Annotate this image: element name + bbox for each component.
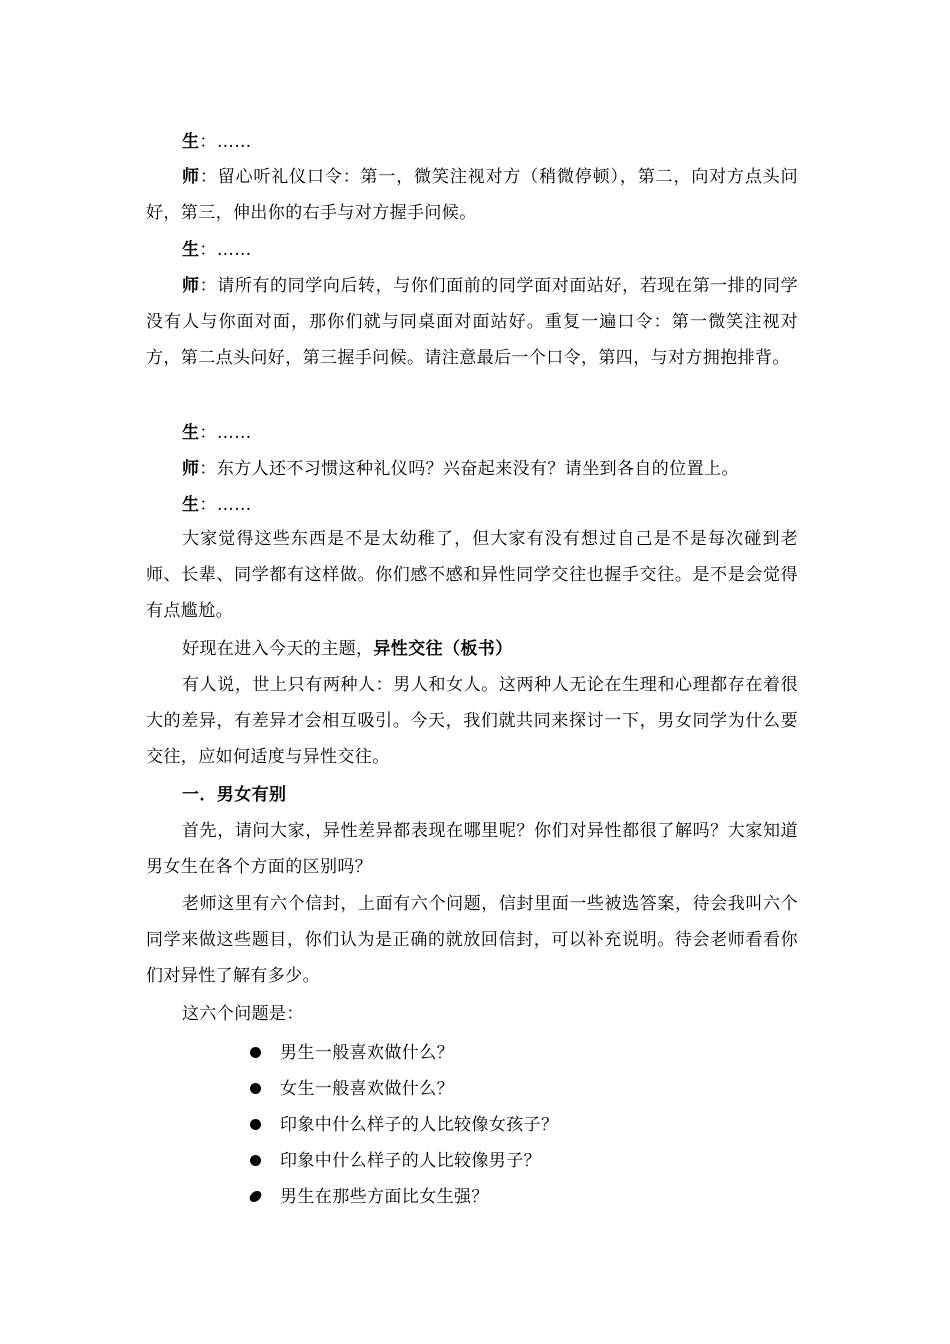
bullet-icon [250, 1083, 261, 1094]
bullet-icon [248, 1191, 263, 1202]
speaker-label: 生 [182, 423, 200, 443]
speaker-label: 生 [182, 240, 200, 260]
dialogue-text: …… [216, 132, 252, 152]
document-page: 生：…… 师：留心听礼仪口令：第一，微笑注视对方（稍微停顿），第二，向对方点头问好，第三，伸出你的右手与对方握手问候。 生：…… 师：请所有的同学向后转，与你们面前的同学面对面站好，若现在第一排的同学没有人与你面对面，那你们就与同桌面对面站好。重复一遍口令：第一微笑注视对方，第二点头问好，第三握手问候。请注意最后一个口令，第四，与对方拥抱排背。 生：…… 师：东方人还不习惯这种礼仪吗？兴奋起来没有？请坐到各自的位置上。 生：…… 大家觉得这些东西是不是太幼稚了，但大家有没有想过自己是不是每次碰到老师、长辈、同学都有这样做。你们感不感和异性同学交往也握手交往。是不是会觉得有点尴尬。 好现在进入今天的主题，异性交往（板书） 有人说，世上只有两种人：男人和女人。这两种人无论在生理和心理都存在着很大的差异，有差异才会相互吸引。今天，我们就共同来探讨一下，男女同学为什么要交往，应如何适度与异性交往。 一．男女有别 首先，请问大家，异性差异都表现在哪里呢？你们对异性都很了解吗？大家知道男女生在各个方面的区别吗？ 老师这里有六个信封，上面有六个问题，信封里面一些被选答案，待会我叫六个同学来做这些题目，你们认为是正确的就放回信封，可以补充说明。待会老师看看你们对异性了解有多少。 这六个问题是： 男生一般喜欢做什么？ 女生一般喜欢做什么？ 印象中什么样子的人比较像女孩子？ 印象中什么样子的人比较像男子？ 男生在那些方面比女生强？ [0, 0, 950, 1344]
topic-title: 异性交往（板书） [373, 639, 513, 659]
paragraph-question-intro: 首先，请问大家，异性差异都表现在哪里呢？你们对异性都很了解吗？大家知道男女生在各个方面的区别吗？ [146, 821, 798, 877]
speaker-label: 师 [182, 167, 200, 187]
bullet-icon [250, 1155, 261, 1166]
dialogue-line-teacher: 师：请所有的同学向后转，与你们面前的同学面对面站好，若现在第一排的同学没有人与你面对面，那你们就与同桌面对面站好。重复一遍口令：第一微笑注视对方，第二点头问好，第三握手问候。请注意最后一个口令，第四，与对方拥抱排背。 [146, 276, 798, 368]
bullet-icon [250, 1047, 261, 1058]
section-heading: 一．男女有别 [182, 785, 287, 805]
speaker-label: 师 [182, 459, 200, 479]
dialogue-line-student: 生：…… [182, 132, 252, 152]
paragraph-topic-intro: 好现在进入今天的主题，异性交往（板书） [182, 639, 513, 659]
paragraph-reflection: 大家觉得这些东西是不是太幼稚了，但大家有没有想过自己是不是每次碰到老师、长辈、同学都有这样做。你们感不感和异性同学交往也握手交往。是不是会觉得有点尴尬。 [146, 529, 798, 621]
dialogue-text: 留心听礼仪口令：第一，微笑注视对方（稍微停顿），第二，向对方点头问好，第三，伸出你的右手与对方握手问候。 [146, 167, 798, 223]
paragraph-six-questions: 这六个问题是： [182, 1004, 304, 1024]
speaker-label: 生 [182, 132, 200, 152]
speaker-label: 师 [182, 276, 200, 296]
paragraph-envelopes: 老师这里有六个信封，上面有六个问题，信封里面一些被选答案，待会我叫六个同学来做这些题目，你们认为是正确的就放回信封，可以补充说明。待会老师看看你们对异性了解有多少。 [146, 894, 798, 986]
paragraph-two-kinds-of-people: 有人说，世上只有两种人：男人和女人。这两种人无论在生理和心理都存在着很大的差异，有差异才会相互吸引。今天，我们就共同来探讨一下，男女同学为什么要交往，应如何适度与异性交往。 [146, 675, 798, 767]
speaker-label: 生 [182, 495, 200, 515]
dialogue-text: 请所有的同学向后转，与你们面前的同学面对面站好，若现在第一排的同学没有人与你面对面，那你们就与同桌面对面站好。重复一遍口令：第一微笑注视对方，第二点头问好，第三握手问候。请注意最后一个口令，第四，与对方拥抱排背。 [146, 276, 798, 368]
dialogue-text: …… [216, 423, 252, 443]
dialogue-line-teacher: 师：留心听礼仪口令：第一，微笑注视对方（稍微停顿），第二，向对方点头问好，第三，伸出你的右手与对方握手问候。 [146, 167, 798, 223]
dialogue-text: …… [216, 240, 252, 260]
dialogue-line-student: 生：…… [182, 240, 252, 260]
dialogue-line-student: 生：…… [182, 495, 252, 515]
bullet-icon [250, 1119, 261, 1130]
dialogue-line-teacher: 师：东方人还不习惯这种礼仪吗？兴奋起来没有？请坐到各自的位置上。 [182, 459, 739, 479]
dialogue-line-student: 生：…… [182, 423, 252, 443]
dialogue-text: 东方人还不习惯这种礼仪吗？兴奋起来没有？请坐到各自的位置上。 [216, 459, 739, 479]
dialogue-text: …… [216, 495, 252, 515]
